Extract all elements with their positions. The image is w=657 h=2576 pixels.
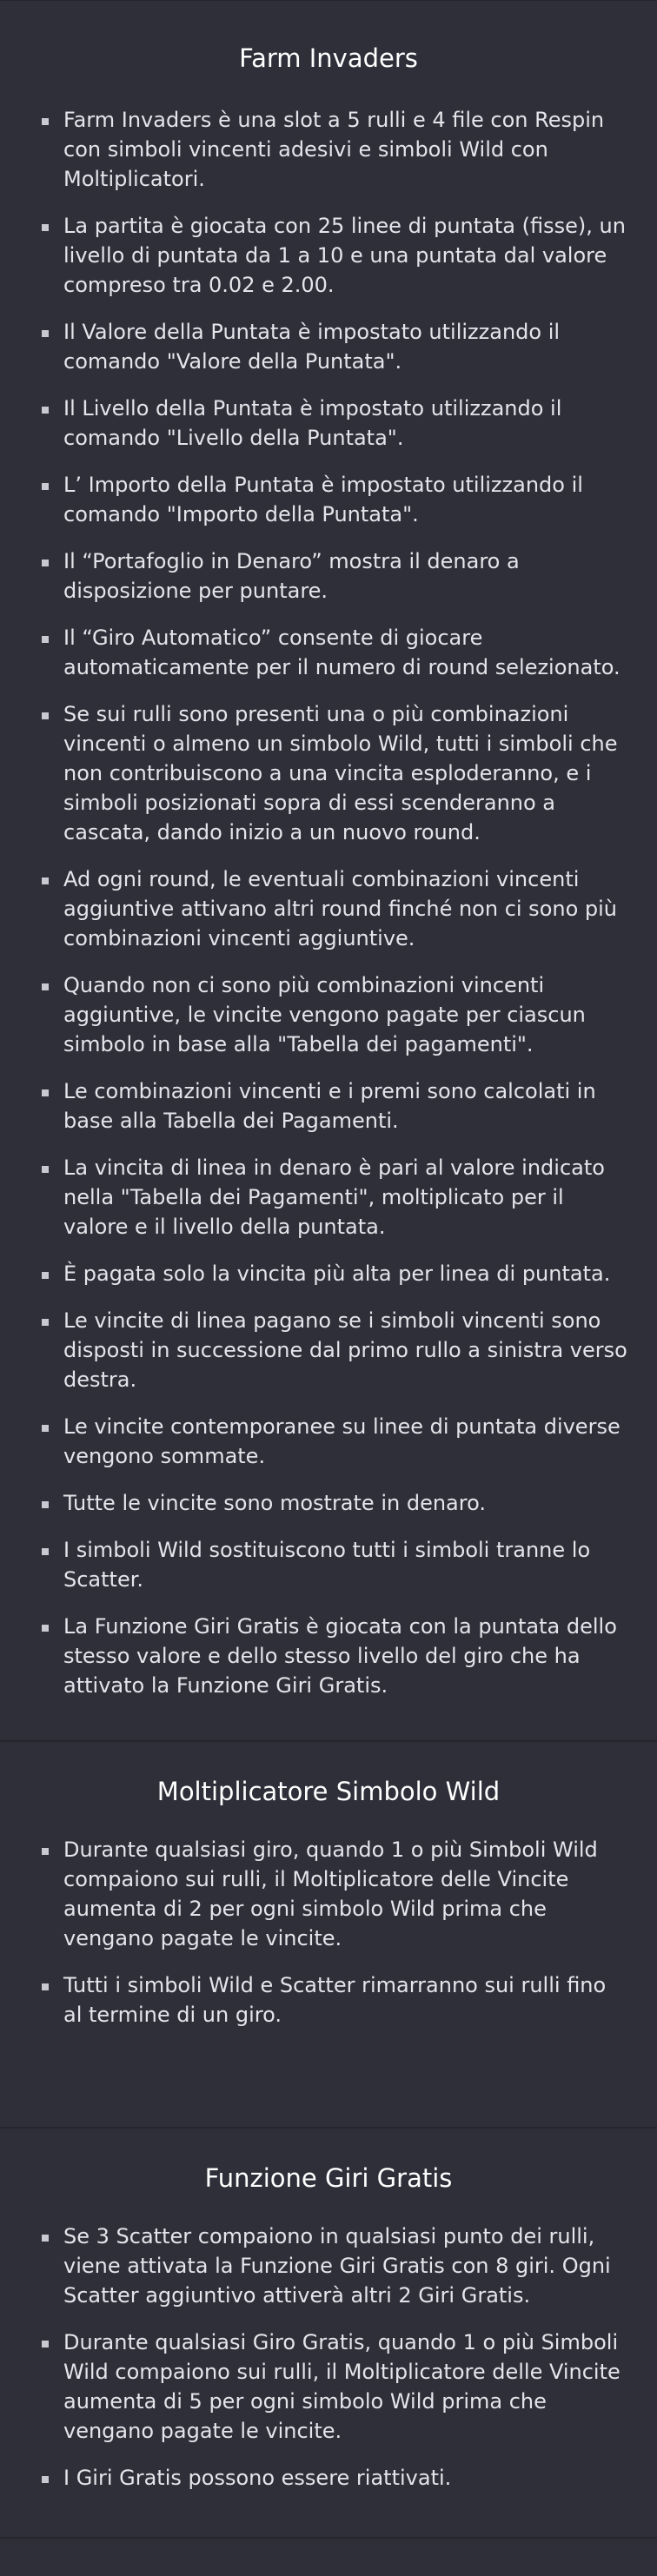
list-item [35, 1412, 657, 1471]
list-item [35, 2328, 657, 2446]
list-item [35, 470, 657, 529]
list-item-text: Tutte le vincite sono mostrate in denaro. [63, 1491, 486, 1515]
list-item [35, 1612, 657, 1700]
list-item-text: Durante qualsiasi giro, quando 1 o più Simboli Wild compaiono sui rulli, il Moltiplicatore delle Vincite aumenta di 2 per ogni simbolo Wild prima che vengano pagate le vincite. [63, 1838, 598, 1950]
bullet-icon [42, 636, 49, 643]
bullet-icon [42, 330, 49, 337]
list-item-text: Farm Invaders è una slot a 5 rulli e 4 file con Respin con simboli vincenti adesivi e simboli Wild con Moltiplicatori. [63, 108, 605, 191]
section-title: Farm Invaders [239, 43, 418, 73]
section-farm-invaders [0, 1, 657, 1742]
bullet-icon [42, 712, 49, 719]
section-title: Moltiplicatore Simbolo Wild [156, 1777, 501, 1806]
list-item [35, 2222, 657, 2310]
list-item [35, 211, 657, 300]
list-item-text: Se 3 Scatter compaiono in qualsiasi punto dei rulli, viene attivata la Funzione Giri Gratis con 8 giri. Ogni Scatter aggiuntivo attiverà altri 2 Giri Gratis. [63, 2224, 611, 2308]
list-item [35, 317, 657, 376]
bullet-icon [42, 2341, 49, 2348]
list-item [35, 2463, 657, 2493]
list-item [35, 105, 657, 194]
list-item-text: Il Valore della Puntata è impostato utilizzando il comando "Valore della Puntata". [63, 320, 561, 374]
list-item-text: L’ Importo della Puntata è impostato utilizzando il comando "Importo della Puntata". [63, 473, 583, 526]
bullet-icon [42, 1166, 49, 1173]
list-item-text: Il “Portafoglio in Denaro” mostra il denaro a disposizione per puntare. [63, 549, 520, 603]
list-item-text: La partita è giocata con 25 linee di puntata (fisse), un livello di puntata da 1 a 10 e una puntata dal valore compreso tra 0.02 e 2.00. [63, 214, 626, 297]
bullet-icon [42, 224, 49, 231]
section-title: Funzione Giri Gratis [204, 2163, 453, 2193]
bullet-icon [42, 560, 49, 566]
rules-list [0, 2222, 657, 2493]
bullet-icon [42, 483, 49, 490]
list-item-text: La vincita di linea in denaro è pari al valore indicato nella "Tabella dei Pagamenti", moltiplicato per il valore e il livello della puntata. [63, 1156, 605, 1239]
bullet-icon [42, 1319, 49, 1326]
section-wild-multiplier [0, 1742, 657, 2129]
list-item [35, 1259, 657, 1288]
bullet-icon [42, 1983, 49, 1990]
bullet-icon [42, 1089, 49, 1096]
list-item [35, 699, 657, 847]
list-item-text: La Funzione Giri Gratis è giocata con la puntata dello stesso valore e dello stesso livello del giro che ha attivato la Funzione Giri Gratis. [63, 1614, 617, 1698]
list-item-text: Tutti i simboli Wild e Scatter rimarranno sui rulli fino al termine di un giro. [63, 1973, 607, 2027]
list-item [35, 970, 657, 1059]
list-item-text: Ad ogni round, le eventuali combinazioni vincenti aggiuntive attivano altri round finché non ci sono più combinazioni vincenti aggiuntive. [63, 867, 618, 950]
list-item [35, 1535, 657, 1594]
list-item [35, 1306, 657, 1394]
list-item-text: Quando non ci sono più combinazioni vincenti aggiuntive, le vincite vengono pagate per ciascun simbolo in base alla "Tabella dei pagamenti". [63, 973, 586, 1056]
list-item [35, 1153, 657, 1242]
list-item [35, 1970, 657, 2030]
list-item-text: I simboli Wild sostituiscono tutti i simboli tranne lo Scatter. [63, 1538, 591, 1592]
list-item-text: Il Livello della Puntata è impostato utilizzando il comando "Livello della Puntata". [63, 396, 562, 450]
list-item [35, 1835, 657, 1953]
bullet-icon [42, 1272, 49, 1279]
list-item [35, 623, 657, 682]
list-item-text: I Giri Gratis possono essere riattivati. [63, 2466, 452, 2490]
bullet-icon [42, 2235, 49, 2242]
list-item [35, 546, 657, 606]
bullet-icon [42, 983, 49, 990]
list-item [35, 394, 657, 453]
list-item-text: Le vincite di linea pagano se i simboli vincenti sono disposti in successione dal primo rullo a sinistra verso destra. [63, 1308, 627, 1392]
list-item-text: Le vincite contemporanee su linee di puntata diverse vengono sommate. [63, 1414, 620, 1468]
list-item-text: Il “Giro Automatico” consente di giocare automaticamente per il numero di round selezionato. [63, 626, 620, 679]
rules-list [0, 105, 657, 1700]
bullet-icon [42, 1548, 49, 1555]
bullet-icon [42, 1501, 49, 1508]
list-item-text: È pagata solo la vincita più alta per linea di puntata. [63, 1262, 611, 1286]
bullet-icon [42, 2476, 49, 2483]
section-free-spins [0, 2129, 657, 2539]
bullet-icon [42, 407, 49, 414]
bullet-icon [42, 1848, 49, 1855]
list-item [35, 1076, 657, 1136]
bullet-icon [42, 1425, 49, 1432]
list-item [35, 1488, 657, 1518]
list-item-text: Durante qualsiasi Giro Gratis, quando 1 o più Simboli Wild compaiono sui rulli, il Moltiplicatore delle Vincite aumenta di 5 per ogni simbolo Wild prima che vengano pagate le vincite. [63, 2330, 620, 2443]
bullet-icon [42, 877, 49, 884]
list-item-text: Le combinazioni vincenti e i premi sono calcolati in base alla Tabella dei Pagamenti. [63, 1079, 596, 1133]
list-item [35, 864, 657, 953]
list-item-text: Se sui rulli sono presenti una o più combinazioni vincenti o almeno un simbolo Wild, tutti i simboli che non contribuiscono a una vincita esploderanno, e i simboli posizionati sopra di essi scenderanno a cascata, dando inizio a un nuovo round. [63, 702, 618, 844]
rules-list [0, 1835, 657, 2030]
bullet-icon [42, 1625, 49, 1632]
bullet-icon [42, 118, 49, 125]
